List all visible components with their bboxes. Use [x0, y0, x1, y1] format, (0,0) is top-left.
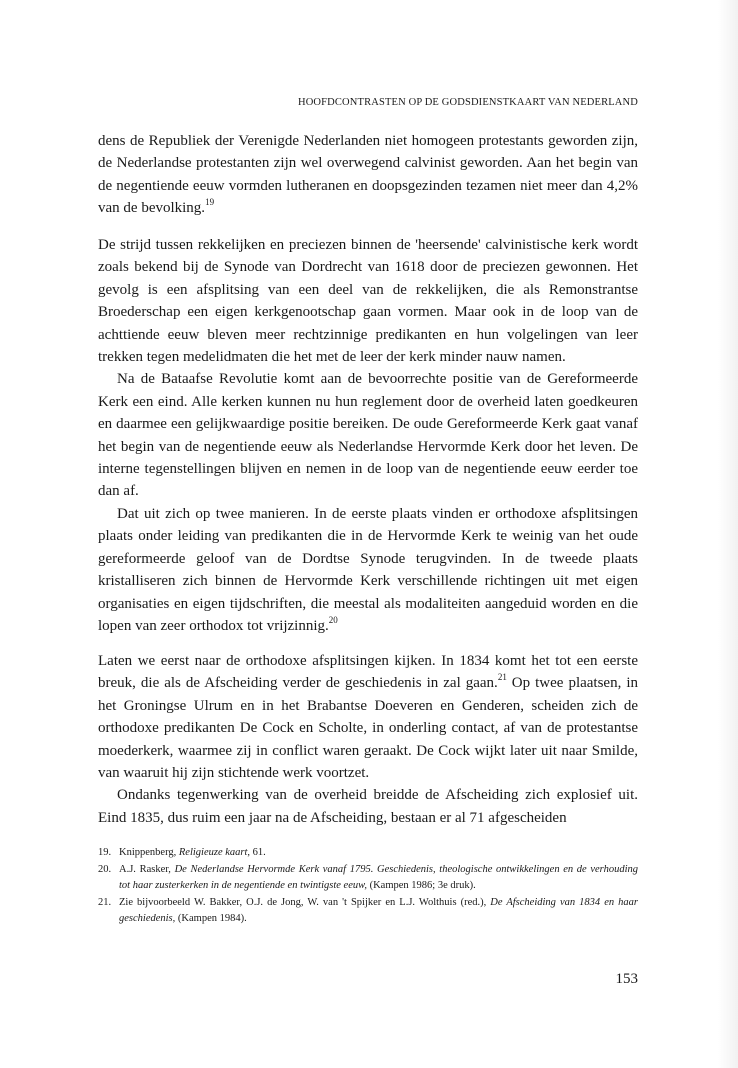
body-paragraph: dens de Republiek der Verenigde Nederlanden niet homogeen protestants geworden zijn, de Nederlandse protestanten zijn wel overwegend calvinist geworden. Aan het begin van de negentiende eeuw vormden lutheranen en doopsgezinden tezamen niet meer dan 4,2% van de bevolking.$^{19}$ — [98, 133, 638, 217]
footnote-text: Zie bijvoorbeeld W. Bakker, O.J. de Jong, W. van 't Spijker en L.J. Wolthuis (red.), De Afscheiding van 1834 en haar geschiedenis, (Kampen 1984). — [119, 897, 638, 924]
footnote-reference: 20 — [328, 614, 338, 625]
body-paragraph: Ondanks tegenwerking van de overheid breidde de Afscheiding zich explosief uit. Eind 1835, dus ruim een jaar na de Afscheiding, bestaan er al 71 afgescheiden — [98, 787, 638, 826]
italic-title: De Afscheiding van 1834 en haar geschiedenis, — [119, 897, 638, 924]
page-number: 153 — [615, 971, 638, 987]
footnote-number: 21. — [98, 897, 112, 908]
body-paragraph: Laten we eerst naar de orthodoxe afsplitsingen kijken. In 1834 komt het tot een eerste breuk, die als de Afscheiding verder de geschiedenis in zal gaan.$^{21}$ Op twee plaatsen, in het Groningse Ulrum en in het Brabantse Doeveren en Genderen, scheiden zich de orthodoxe predikanten De Cock en Scholte, in onderling contact, af van de protestantse moederkerk, waarmee zij in conflict waren geraakt. De Cock wijkt later uit naar Smilde, van waaruit hij zijn stichtende werk voortzet. — [98, 653, 639, 782]
body-section-2 — [98, 234, 638, 637]
footnote — [98, 862, 638, 894]
footnote — [98, 895, 638, 927]
body-section-1 — [98, 130, 638, 220]
footnote — [98, 845, 638, 861]
footnote-text: Knippenberg, Religieuze kaart, 61. — [119, 847, 266, 858]
footnote-number: 20. — [98, 864, 112, 875]
italic-title: De Nederlandse Hervormde Kerk vanaf 1795. Geschiedenis, theologische ontwikkelingen en de verhouding tot haar zusterkerken in de negentiende en twintigste eeuw, — [119, 864, 638, 891]
body-paragraph: Na de Bataafse Revolutie komt aan de bevoorrechte positie van de Gereformeerde Kerk een eind. Alle kerken kunnen nu hun reglement door de overheid laten goedkeuren en daarmee een gelijkwaardige positie bereiken. De oude Gereformeerde Kerk gaat vanaf het begin van de negentiende eeuw als Nederlandse Hervormde Kerk door het leven. De interne tegenstellingen blijven en nemen in de loop van de negentiende eeuw eerder toe dan af. — [98, 371, 638, 500]
footnotes — [98, 845, 638, 928]
footnote-reference: 19 — [205, 197, 215, 208]
italic-title: Religieuze kaart — [178, 847, 248, 858]
footnote-text: A.J. Rasker, De Nederlandse Hervormde Kerk vanaf 1795. Geschiedenis, theologische ontwikkelingen en de verhouding tot haar zusterkerken in de negentiende en twintigste eeuw, (Kampen 1986; 3e druk). — [119, 864, 638, 891]
body-paragraph: Dat uit zich op twee manieren. In de eerste plaats vinden er orthodoxe afsplitsingen plaats onder leiding van predikanten die in de Hervormde Kerk te weinig van het oude gereformeerde geloof van de Dordtse Synode terugvinden. In de tweede plaats kristalliseren zich binnen de Hervormde Kerk verschillende richtingen uit met eigen organisaties en eigen tijdschriften, die meestal als modaliteiten aangeduid worden en die lopen van zeer orthodox tot vrijzinnig.$^{20}$ — [98, 505, 638, 634]
footnote-reference: 21 — [497, 672, 507, 683]
page-edge-shadow — [718, 0, 738, 1068]
body-paragraph: De strijd tussen rekkelijken en preciezen binnen de 'heersende' calvinistische kerk wordt zoals bekend bij de Synode van Dordrecht van 1618 door de preciezen gewonnen. Het gevolg is een afsplitsing van een deel van de rekkelijken, die als Remonstrantse Broederschap een eigen kerkgenootschap gaan vormen. Maar ook in de loop van de achttiende eeuw bleven meer rechtzinnige predikanten en hun volgelingen van leer trekken tegen medelidmaten die het met de leer der kerk minder nauw namen. — [98, 237, 638, 366]
running-head: HOOFDCONTRASTEN OP DE GODSDIENSTKAART VAN NEDERLAND — [297, 97, 638, 108]
body-section-3 — [98, 650, 638, 829]
footnote-number: 19. — [98, 847, 112, 858]
